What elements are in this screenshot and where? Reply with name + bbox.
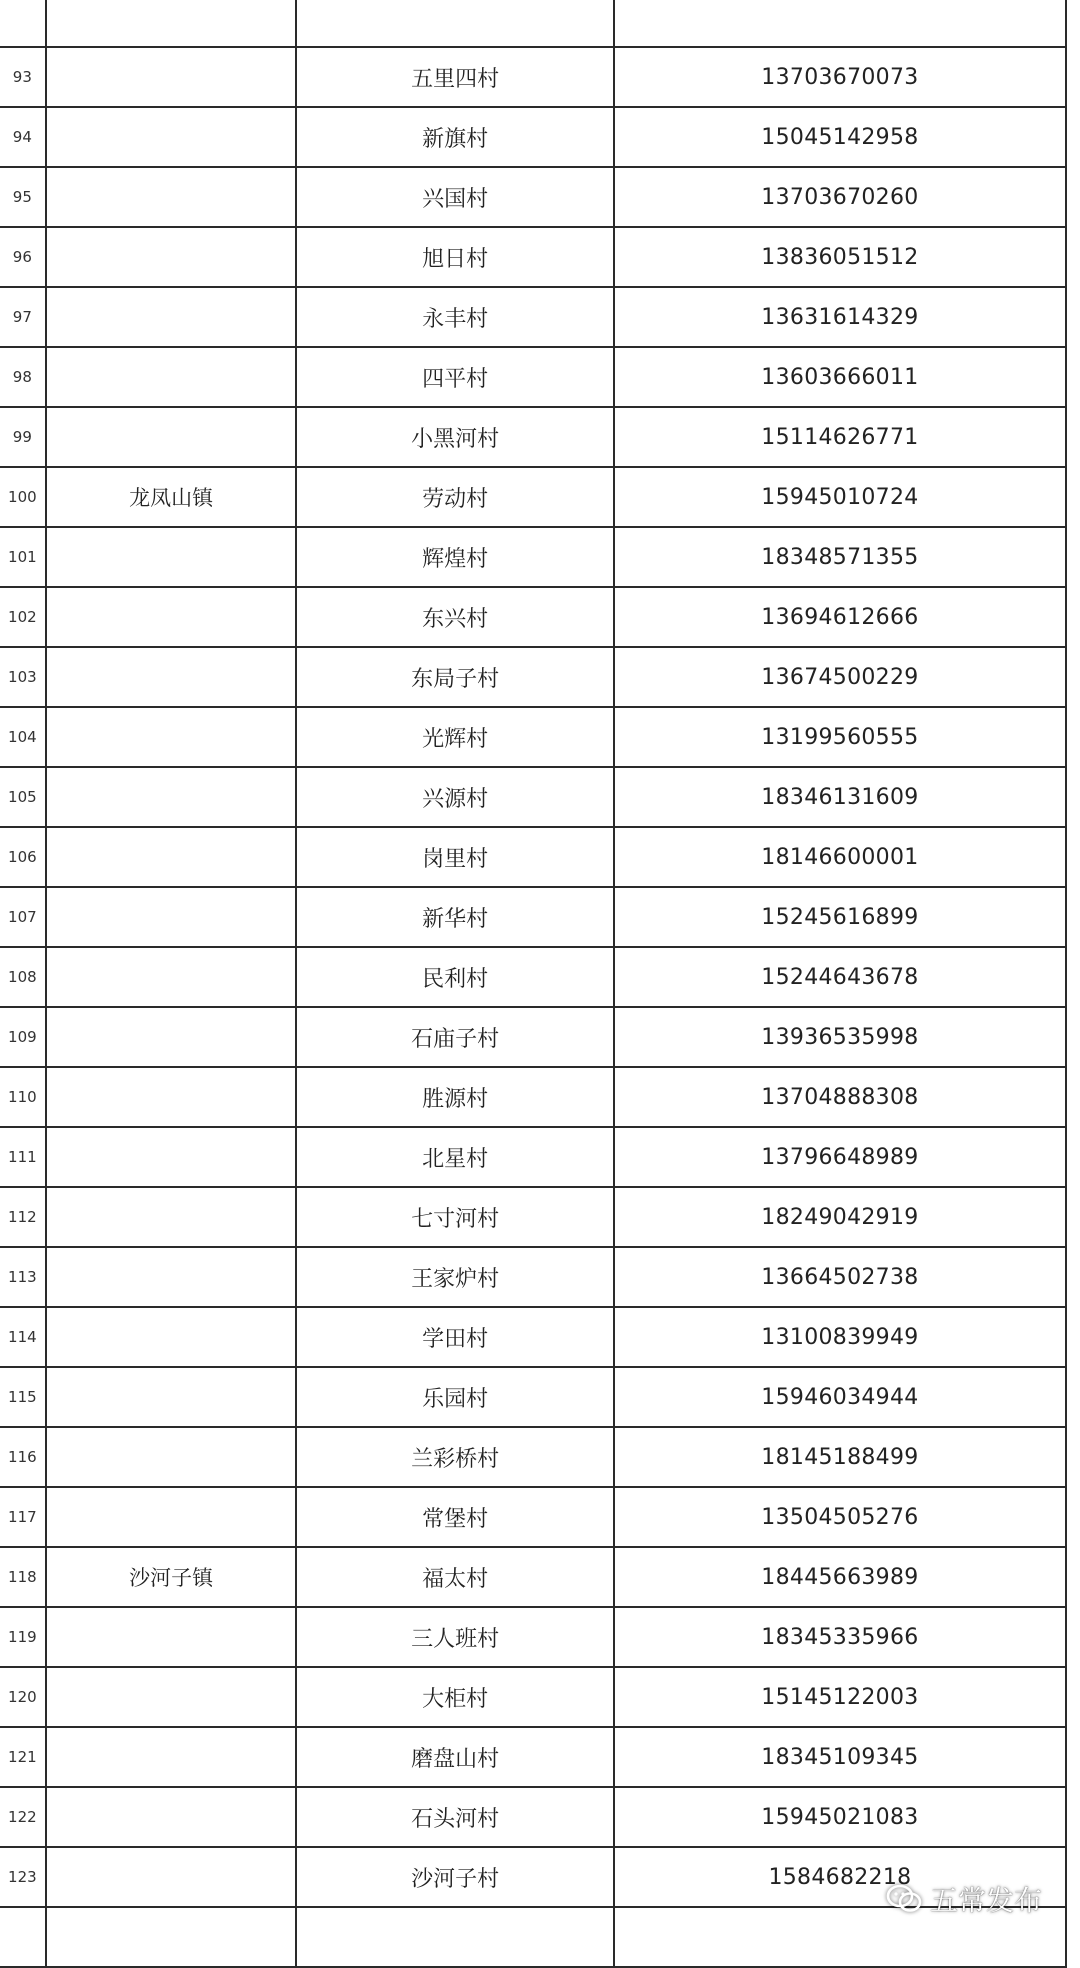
table-row (0, 407, 1066, 467)
town-cell (46, 1187, 297, 1247)
village-cell: 福太村 (296, 1547, 613, 1607)
village-cell: 旭日村 (296, 227, 613, 287)
phone-cell: 13674500229 (614, 647, 1066, 707)
table-row (0, 167, 1066, 227)
town-cell (46, 707, 297, 767)
row-number: 107 (0, 887, 46, 947)
phone-cell: 18346131609 (614, 767, 1066, 827)
table-row (0, 1187, 1066, 1247)
table-row (0, 767, 1066, 827)
town-cell (46, 587, 297, 647)
village-cell: 大柜村 (296, 1667, 613, 1727)
table-row (0, 1367, 1066, 1427)
table-row (0, 947, 1066, 1007)
phone-cell: 15114626771 (614, 407, 1066, 467)
village-cell: 岗里村 (296, 827, 613, 887)
table-row (0, 1007, 1066, 1067)
village-cell: 东局子村 (296, 647, 613, 707)
village-cell: 新旗村 (296, 107, 613, 167)
phone-cell: 13703670260 (614, 167, 1066, 227)
table-row (0, 527, 1066, 587)
town-cell (46, 767, 297, 827)
town-cell (46, 287, 297, 347)
table-row (0, 647, 1066, 707)
town-cell (46, 1487, 297, 1547)
village-cell: 七寸河村 (296, 1187, 613, 1247)
village-cell (296, 1907, 613, 1967)
phone-cell: 13796648989 (614, 1127, 1066, 1187)
village-cell: 石庙子村 (296, 1007, 613, 1067)
village-cell: 兰彩桥村 (296, 1427, 613, 1487)
row-number: 115 (0, 1367, 46, 1427)
row-number: 119 (0, 1607, 46, 1667)
table-row (0, 1547, 1066, 1607)
row-number: 121 (0, 1727, 46, 1787)
phone-cell: 15244643678 (614, 947, 1066, 1007)
row-number: 108 (0, 947, 46, 1007)
table-row (0, 1607, 1066, 1667)
town-cell (46, 887, 297, 947)
table-row (0, 1487, 1066, 1547)
town-cell (46, 347, 297, 407)
town-cell (46, 1427, 297, 1487)
village-cell: 永丰村 (296, 287, 613, 347)
village-cell: 沙河子村 (296, 1847, 613, 1907)
phone-cell: 13664502738 (614, 1247, 1066, 1307)
town-cell: 龙凤山镇 (46, 467, 297, 527)
phone-cell: 15145122003 (614, 1667, 1066, 1727)
village-cell: 五里四村 (296, 47, 613, 107)
table-row (0, 0, 1066, 47)
table-row (0, 1427, 1066, 1487)
row-number (0, 0, 46, 47)
town-cell (46, 227, 297, 287)
row-number: 117 (0, 1487, 46, 1547)
town-cell (46, 1307, 297, 1367)
phone-cell: 13504505276 (614, 1487, 1066, 1547)
table-row (0, 347, 1066, 407)
village-cell: 磨盘山村 (296, 1727, 613, 1787)
table-row (0, 1787, 1066, 1847)
table-row (0, 227, 1066, 287)
table-row (0, 47, 1066, 107)
row-number: 97 (0, 287, 46, 347)
phone-cell: 18345335966 (614, 1607, 1066, 1667)
table-row (0, 587, 1066, 647)
row-number: 123 (0, 1847, 46, 1907)
phone-cell: 18445663989 (614, 1547, 1066, 1607)
town-cell (46, 947, 297, 1007)
row-number: 93 (0, 47, 46, 107)
row-number: 104 (0, 707, 46, 767)
table-row (0, 107, 1066, 167)
town-cell (46, 1067, 297, 1127)
village-cell: 东兴村 (296, 587, 613, 647)
phone-cell (614, 0, 1066, 47)
phone-cell: 18249042919 (614, 1187, 1066, 1247)
table-row (0, 827, 1066, 887)
table-row (0, 1247, 1066, 1307)
village-cell: 常堡村 (296, 1487, 613, 1547)
phone-cell: 13704888308 (614, 1067, 1066, 1127)
table-row (0, 287, 1066, 347)
phone-cell: 13631614329 (614, 287, 1066, 347)
village-cell: 王家炉村 (296, 1247, 613, 1307)
row-number: 103 (0, 647, 46, 707)
row-number: 111 (0, 1127, 46, 1187)
phone-cell: 15245616899 (614, 887, 1066, 947)
village-cell: 三人班村 (296, 1607, 613, 1667)
village-cell: 新华村 (296, 887, 613, 947)
row-number: 106 (0, 827, 46, 887)
village-cell: 兴国村 (296, 167, 613, 227)
row-number: 120 (0, 1667, 46, 1727)
table-row (0, 1127, 1066, 1187)
phone-cell: 15945010724 (614, 467, 1066, 527)
phone-cell: 13603666011 (614, 347, 1066, 407)
town-cell (46, 47, 297, 107)
row-number: 99 (0, 407, 46, 467)
phone-cell: 1584682218 (614, 1847, 1066, 1907)
village-cell: 劳动村 (296, 467, 613, 527)
watermark-text: 五常发布 (929, 1884, 1042, 1917)
village-cell: 小黑河村 (296, 407, 613, 467)
phone-cell: 15945021083 (614, 1787, 1066, 1847)
town-cell (46, 107, 297, 167)
row-number: 116 (0, 1427, 46, 1487)
town-cell (46, 1607, 297, 1667)
row-number: 98 (0, 347, 46, 407)
phone-cell: 18348571355 (614, 527, 1066, 587)
town-cell (46, 1367, 297, 1427)
table-row (0, 1667, 1066, 1727)
town-cell (46, 1667, 297, 1727)
row-number: 109 (0, 1007, 46, 1067)
town-cell (46, 1127, 297, 1187)
row-number: 94 (0, 107, 46, 167)
table-row (0, 1067, 1066, 1127)
phone-cell: 18345109345 (614, 1727, 1066, 1787)
town-cell (46, 1907, 297, 1967)
phone-cell: 18146600001 (614, 827, 1066, 887)
phone-cell: 13836051512 (614, 227, 1066, 287)
phone-cell: 13936535998 (614, 1007, 1066, 1067)
row-number: 110 (0, 1067, 46, 1127)
row-number: 101 (0, 527, 46, 587)
village-cell: 民利村 (296, 947, 613, 1007)
row-number: 122 (0, 1787, 46, 1847)
table-row (0, 1727, 1066, 1787)
row-number: 102 (0, 587, 46, 647)
town-cell (46, 827, 297, 887)
row-number: 112 (0, 1187, 46, 1247)
watermark (886, 1879, 1042, 1919)
phone-cell: 13694612666 (614, 587, 1066, 647)
phone-cell: 13100839949 (614, 1307, 1066, 1367)
table-row (0, 1307, 1066, 1367)
town-cell: 沙河子镇 (46, 1547, 297, 1607)
village-cell: 胜源村 (296, 1067, 613, 1127)
village-cell: 四平村 (296, 347, 613, 407)
row-number: 105 (0, 767, 46, 827)
phone-cell: 13703670073 (614, 47, 1066, 107)
village-cell: 乐园村 (296, 1367, 613, 1427)
row-number: 100 (0, 467, 46, 527)
town-cell (46, 407, 297, 467)
phone-cell: 15045142958 (614, 107, 1066, 167)
table-row (0, 887, 1066, 947)
town-cell (46, 167, 297, 227)
town-cell (46, 1247, 297, 1307)
town-cell (46, 1727, 297, 1787)
wechat-icon (886, 1884, 922, 1914)
village-cell: 石头河村 (296, 1787, 613, 1847)
row-number: 95 (0, 167, 46, 227)
row-number: 113 (0, 1247, 46, 1307)
table-row (0, 467, 1066, 527)
town-cell (46, 1847, 297, 1907)
town-cell (46, 647, 297, 707)
row-number: 114 (0, 1307, 46, 1367)
table-row (0, 707, 1066, 767)
row-number (0, 1907, 46, 1967)
town-cell (46, 1787, 297, 1847)
village-cell: 兴源村 (296, 767, 613, 827)
row-number: 96 (0, 227, 46, 287)
village-cell: 光辉村 (296, 707, 613, 767)
village-cell (296, 0, 613, 47)
village-cell: 辉煌村 (296, 527, 613, 587)
village-cell: 北星村 (296, 1127, 613, 1187)
row-number: 118 (0, 1547, 46, 1607)
town-cell (46, 1007, 297, 1067)
village-cell: 学田村 (296, 1307, 613, 1367)
phone-cell: 18145188499 (614, 1427, 1066, 1487)
town-cell (46, 0, 297, 47)
phone-cell: 15946034944 (614, 1367, 1066, 1427)
phone-cell: 13199560555 (614, 707, 1066, 767)
town-cell (46, 527, 297, 587)
